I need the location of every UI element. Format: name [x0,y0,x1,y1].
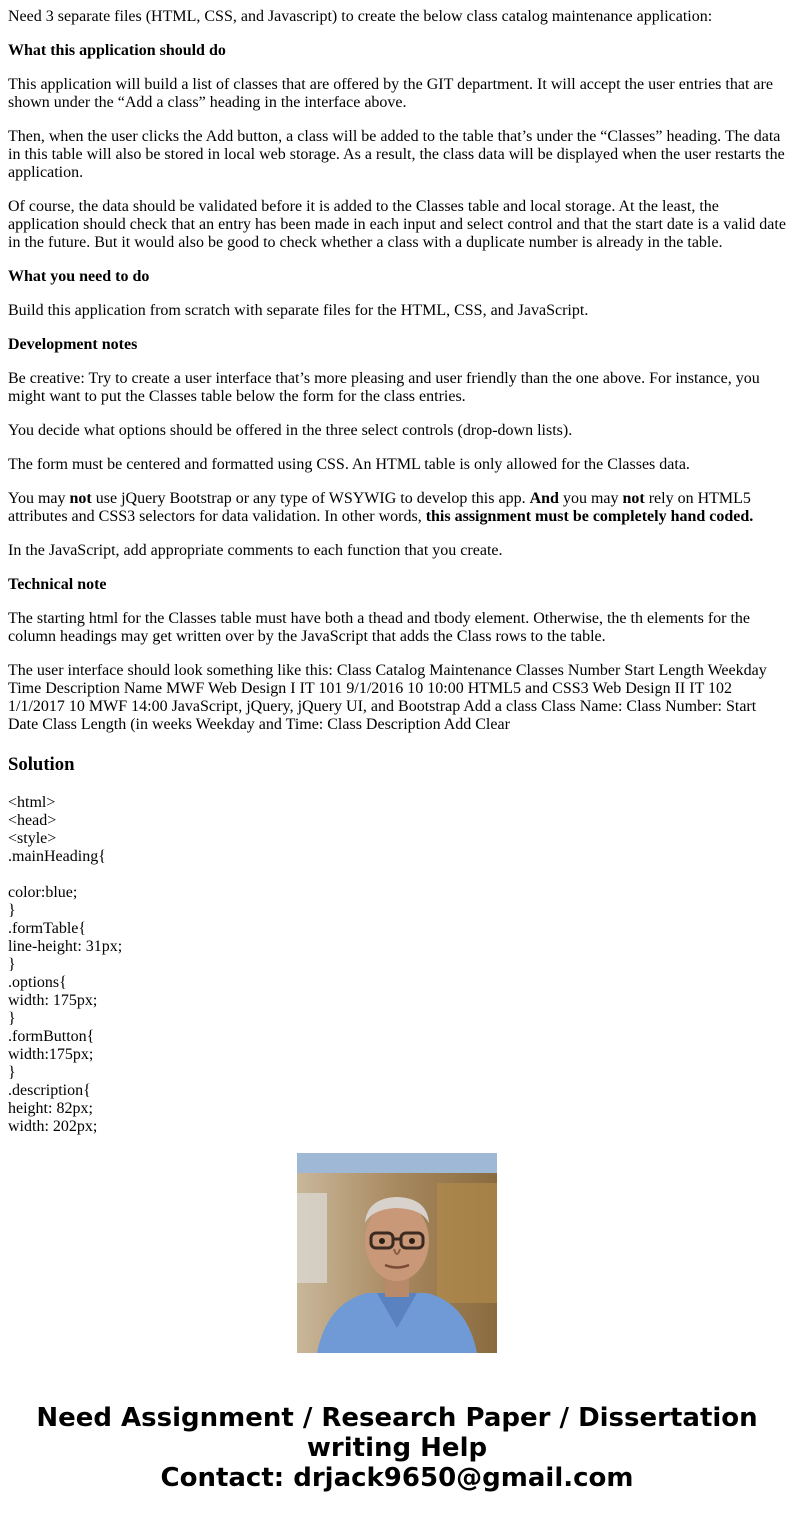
paragraph-need: Build this application from scratch with separate files for the HTML, CSS, and JavaScript. [8,302,589,319]
footer-line-2: writing Help [306,1433,488,1463]
paragraph-ui-description: The user interface should look something like this: Class Catalog Maintenance Classes Number Start Length Weekday Time Description Name MWF Web Design I IT 101 9/1/2016 10 10:00 HTML5 and CSS3 Web Design II IT 102 1/1/2017 10 MWF 14:00 JavaScript, jQuery, jQuery UI, and Bootstrap Add a class Class Name: Class Number: Start Date Class Length (in weeks Weekday and Time: Class Description Add Clear [8,662,767,733]
section-heading-tech: Technical note [8,576,107,593]
intro-text: Need 3 separate files (HTML, CSS, and Javascript) to create the below class catalog maintenance application: [8,8,713,25]
code-line: } [8,1064,16,1081]
code-line: height: 82px; [8,1100,93,1117]
code-line: width: 175px; [8,992,98,1009]
code-line: .formTable{ [8,920,87,937]
code-line: <head> [8,812,57,829]
code-line: } [8,1010,16,1027]
paragraph-dev-1: Be creative: Try to create a user interface that’s more pleasing and user friendly than the one above. For instance, you might want to put the Classes table below the form for the class entries. [8,370,760,405]
code-line: .formButton{ [8,1028,95,1045]
section-heading-need: What you need to do [8,268,150,285]
code-line: color:blue; [8,884,78,901]
paragraph-what-1: This application will build a list of classes that are offered by the GIT department. It will accept the user entries that are shown under the “Add a class” heading in the interface above. [8,76,773,111]
document-body [8,8,788,1135]
paragraph-what-3: Of course, the data should be validated before it is added to the Classes table and local storage. At the least, the application should check that an entry has been made in each input and select control and that the start date is a valid date in the future. But it would also be good to check whether a class with a duplicate number is already in the table. [8,198,786,251]
code-line: <style> [8,830,57,847]
paragraph-dev-2: You decide what options should be offered in the three select controls (drop-down lists). [8,422,573,439]
code-line: } [8,956,16,973]
code-line: width:175px; [8,1046,94,1063]
code-line: width: 202px; [8,1118,98,1135]
footer-advertisement [0,1403,794,1493]
code-line: } [8,902,16,919]
code-line: .options{ [8,974,67,991]
code-line: <html> [8,794,56,811]
avatar-image [297,1153,497,1353]
footer-line-3: Contact: drjack9650@gmail.com [160,1463,634,1493]
code-line: .mainHeading{ [8,848,106,865]
code-line [8,866,788,884]
solution-heading: Solution [8,754,75,775]
paragraph-tech: The starting html for the Classes table must have both a thead and tbody element. Otherwise, the th elements for the column headings may get written over by the JavaScript that adds the Class rows to the table. [8,610,751,645]
code-line: line-height: 31px; [8,938,123,955]
paragraph-dev-4: You may not use jQuery Bootstrap or any type of WSYWIG to develop this app. And you may not rely on HTML5 attributes and CSS3 selectors for data validation. In other words, this assignment must be completely hand coded. [8,490,754,525]
author-avatar [297,1153,497,1353]
section-heading-what: What this application should do [8,42,226,59]
paragraph-what-2: Then, when the user clicks the Add button, a class will be added to the table that’s under the “Classes” heading. The data in this table will also be stored in local web storage. As a result, the class data will be displayed when the user restarts the application. [8,128,785,181]
footer-line-1: Need Assignment / Research Paper / Dissertation [36,1403,758,1433]
code-line: .description{ [8,1082,91,1099]
section-heading-dev: Development notes [8,336,138,353]
paragraph-dev-5: In the JavaScript, add appropriate comments to each function that you create. [8,542,503,559]
paragraph-dev-3: The form must be centered and formatted using CSS. An HTML table is only allowed for the Classes data. [8,456,690,473]
solution-code-block [8,794,788,1135]
